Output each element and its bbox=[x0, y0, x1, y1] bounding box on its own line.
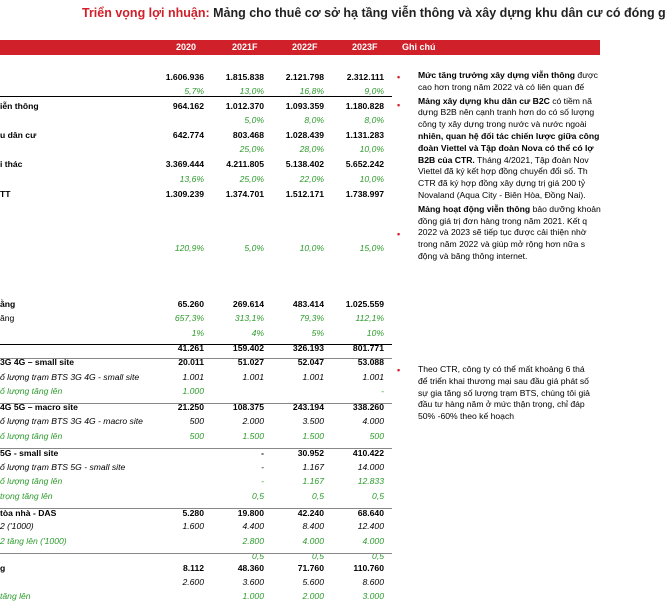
note-line bbox=[418, 251, 600, 263]
cell-value: 5,0% bbox=[244, 243, 264, 253]
cell-value: 71.760 bbox=[297, 563, 324, 573]
cell-value: 21.250 bbox=[177, 402, 204, 412]
cell-value: 1.001 bbox=[182, 372, 204, 382]
row-label: ố lượng tăng lên bbox=[0, 476, 63, 486]
row-label: ố lượng tăng lên bbox=[0, 386, 63, 396]
cell-value: 9,0% bbox=[364, 86, 384, 96]
cell-value: 1.025.559 bbox=[345, 299, 384, 309]
cell-value: 964.162 bbox=[172, 101, 204, 111]
note-line: Theo CTR, công ty có thể mất khoảng 6 thá bbox=[418, 364, 585, 374]
cell-value: 4% bbox=[251, 328, 264, 338]
cell-value: 326.193 bbox=[292, 343, 324, 353]
note-text: được bbox=[575, 70, 598, 80]
cell-value: 79,3% bbox=[299, 313, 324, 323]
cell-value: 8.112 bbox=[182, 563, 204, 573]
note-line bbox=[418, 155, 600, 167]
table-row bbox=[0, 591, 392, 603]
cell-value: 0,5 bbox=[252, 551, 264, 561]
note-profit-outlook bbox=[418, 70, 600, 263]
row-label: ố lượng tăng lên bbox=[0, 431, 63, 441]
note-line: 50% -60% theo kế hoạch bbox=[418, 411, 515, 422]
cell-value: 500 bbox=[189, 416, 204, 426]
cell-value: 5.600 bbox=[302, 577, 324, 587]
note-bold-text: nhiên, quan hệ đối tác chiến lược giữa công bbox=[418, 130, 600, 141]
cell-value: 0,5 bbox=[372, 491, 384, 501]
note-line bbox=[418, 190, 600, 202]
cell-value: 1.606.936 bbox=[165, 72, 204, 82]
cell-value: 8.600 bbox=[362, 577, 384, 587]
cell-value: 22,0% bbox=[299, 174, 324, 184]
cell-value: 1.093.359 bbox=[285, 101, 324, 111]
note-bold-text: B2B của CTR. bbox=[418, 154, 475, 165]
table-row bbox=[0, 130, 392, 142]
table-row bbox=[0, 431, 392, 443]
cell-value: 0,5 bbox=[372, 551, 384, 561]
cell-value: 1.001 bbox=[302, 372, 324, 382]
note-text: công ty xây dựng trong nước và nước ngoài bbox=[418, 119, 587, 130]
cell-value: 112,1% bbox=[355, 313, 384, 323]
note-text: Tháng 4/2021, Tập đoàn Nov bbox=[474, 154, 589, 165]
table-row bbox=[0, 101, 392, 113]
table-row bbox=[0, 144, 392, 156]
cell-value: 159.402 bbox=[232, 343, 264, 353]
cell-value: 2.000 bbox=[302, 591, 324, 601]
bullet-icon: • bbox=[397, 72, 401, 82]
cell-value: 1.012.370 bbox=[225, 101, 264, 111]
header-notes: Ghi chú bbox=[402, 42, 436, 52]
cell-value: 5,7% bbox=[184, 86, 204, 96]
table-row bbox=[0, 491, 392, 503]
row-label: 2 tăng lên ('1000) bbox=[0, 536, 67, 546]
table-row bbox=[0, 299, 392, 311]
note-bold-text: Mảng hoạt động viễn thông bbox=[418, 203, 531, 214]
row-label: g bbox=[0, 563, 6, 573]
cell-value: 8,0% bbox=[304, 115, 324, 125]
cell-value: 2.600 bbox=[182, 577, 204, 587]
cell-value: 53.088 bbox=[357, 357, 384, 367]
cell-value: 1.500 bbox=[242, 431, 264, 441]
cell-value: 42.240 bbox=[297, 508, 324, 518]
header-2020: 2020 bbox=[176, 42, 197, 52]
cell-value: 110.760 bbox=[353, 563, 384, 573]
table-row bbox=[0, 508, 392, 520]
note-text: bảo dưỡng khoản bbox=[530, 203, 601, 214]
row-label: 3G 4G – small site bbox=[0, 357, 75, 367]
cell-value: 3.600 bbox=[242, 577, 264, 587]
cell-value: 1.167 bbox=[302, 462, 324, 472]
cell-value: 1.028.439 bbox=[285, 130, 324, 140]
row-divider bbox=[0, 553, 392, 554]
cell-value: 108.375 bbox=[232, 402, 264, 412]
table-row bbox=[0, 174, 392, 186]
cell-value: 1.001 bbox=[242, 372, 264, 382]
cell-value: 12.833 bbox=[357, 476, 384, 486]
header-2021f: 2021F bbox=[232, 42, 258, 52]
cell-value: 25,0% bbox=[239, 174, 264, 184]
note-text: 2022 và 2023 sẽ tiếp tục được cải thiện nhờ bbox=[418, 227, 587, 238]
row-divider bbox=[0, 403, 392, 404]
note-line bbox=[418, 204, 600, 216]
cell-value: 10,0% bbox=[299, 243, 324, 253]
row-label: TT bbox=[0, 189, 11, 199]
note-text: trong năm 2022 và giúp mở rộng hơn nữa s bbox=[418, 239, 586, 250]
header-2023f: 2023F bbox=[352, 42, 378, 52]
note-text: Viettel đã ký kết hợp đồng chuyển đổi số. Th bbox=[418, 166, 588, 177]
cell-value: 0,5 bbox=[312, 551, 324, 561]
row-divider bbox=[0, 344, 392, 345]
table-row bbox=[0, 386, 392, 398]
cell-value: 48.360 bbox=[237, 563, 264, 573]
table-row bbox=[0, 416, 392, 428]
cell-value: 13,0% bbox=[239, 86, 264, 96]
cell-value: 5% bbox=[311, 328, 324, 338]
cell-value: 10,0% bbox=[359, 174, 384, 184]
note-bold-text: Mức tăng trưởng xây dựng viễn thông bbox=[418, 70, 576, 80]
row-divider bbox=[0, 448, 392, 449]
cell-value: 51.027 bbox=[237, 357, 264, 367]
cell-value: 0,5 bbox=[312, 491, 324, 501]
bullet-icon: • bbox=[397, 100, 401, 110]
cell-value: 1.309.239 bbox=[165, 189, 204, 199]
row-label: 5G - small site bbox=[0, 448, 59, 458]
cell-value: 4.000 bbox=[302, 536, 324, 546]
cell-value: 803.468 bbox=[232, 130, 264, 140]
note-line bbox=[418, 166, 600, 178]
note-text: có tiềm nă bbox=[549, 95, 592, 106]
row-label: tăng lên bbox=[0, 591, 31, 601]
row-divider bbox=[0, 508, 392, 509]
cell-value: 642.774 bbox=[172, 130, 204, 140]
cell-value: 52.047 bbox=[297, 357, 324, 367]
table-row bbox=[0, 328, 392, 340]
note-line bbox=[418, 119, 600, 131]
cell-value: 4.400 bbox=[242, 521, 264, 531]
cell-value: 120,9% bbox=[174, 243, 204, 253]
note-line: đầu tư hàng năm ở mức thận trọng, chỉ đáp bbox=[418, 399, 585, 410]
cell-value: - bbox=[261, 476, 264, 486]
cell-value: 30.952 bbox=[297, 448, 324, 458]
cell-value: 14.000 bbox=[357, 462, 384, 472]
cell-value: 801.771 bbox=[352, 343, 384, 353]
row-label: ố lượng trạm BTS 3G 4G - small site bbox=[0, 372, 140, 382]
cell-value: 3.500 bbox=[302, 416, 324, 426]
table-row bbox=[0, 563, 392, 575]
table-row bbox=[0, 115, 392, 127]
cell-value: 1.000 bbox=[182, 386, 204, 396]
row-label: ăng bbox=[0, 313, 15, 323]
note-line: để triển khai thương mại sau đầu giá phát số bbox=[418, 375, 589, 386]
cell-value: 16,8% bbox=[299, 86, 324, 96]
row-label: u dân cư bbox=[0, 130, 37, 140]
cell-value: 500 bbox=[189, 431, 204, 441]
cell-value: 2.121.798 bbox=[285, 72, 324, 82]
note-line bbox=[418, 107, 600, 119]
cell-value: - bbox=[381, 386, 384, 396]
note-line bbox=[418, 216, 600, 228]
bullet-icon: • bbox=[397, 365, 401, 375]
row-label: ố lượng trạm BTS 3G 4G - macro site bbox=[0, 416, 143, 426]
cell-value: 338.260 bbox=[352, 402, 384, 412]
cell-value: 2.000 bbox=[242, 416, 264, 426]
note-text: đồng giá trị đơn hàng trong năm 2021. Kết q bbox=[418, 215, 588, 226]
note-line bbox=[418, 70, 600, 82]
cell-value: 1.738.997 bbox=[345, 189, 384, 199]
cell-value: 1.815.838 bbox=[225, 72, 264, 82]
table-row bbox=[0, 476, 392, 488]
cell-value: 1.180.828 bbox=[345, 101, 384, 111]
row-label: iễn thông bbox=[0, 101, 39, 111]
cell-value: 2.312.111 bbox=[346, 72, 384, 82]
note-bold-text: đoàn Viettel và Tập đoàn Nova có thể có lợ bbox=[418, 142, 594, 153]
cell-value: 5,0% bbox=[244, 115, 264, 125]
cell-value: 3.369.444 bbox=[165, 159, 204, 169]
row-label: tòa nhà - DAS bbox=[0, 508, 57, 518]
cell-value: 4.000 bbox=[362, 536, 384, 546]
note-text: CTR đã ký hợp đồng xây dựng trị giá 200 tỷ bbox=[418, 178, 586, 189]
cell-value: 65.260 bbox=[177, 299, 204, 309]
cell-value: 0,5 bbox=[252, 491, 264, 501]
note-line: sự gia tăng số lượng trạm BTS, chúng tôi giả bbox=[418, 387, 590, 398]
note-text: cao hơn trong năm 2022 và có liên quan đế bbox=[418, 81, 585, 92]
cell-value: - bbox=[261, 462, 264, 472]
note-line bbox=[418, 143, 600, 155]
cell-value: 12.400 bbox=[357, 521, 384, 531]
table-row bbox=[0, 313, 392, 325]
header-2022f: 2022F bbox=[292, 42, 318, 52]
note-text: Novaland (Aqua City - Biên Hòa, Đồng Nai). bbox=[418, 189, 586, 200]
cell-value: 5.280 bbox=[182, 508, 204, 518]
table-row bbox=[0, 462, 392, 474]
cell-value: 1.512.171 bbox=[285, 189, 324, 199]
note-bold-text: Mảng xây dựng khu dân cư B2C bbox=[418, 95, 550, 106]
cell-value: 20.011 bbox=[178, 357, 204, 367]
page-title bbox=[82, 6, 666, 20]
cell-value: 8.400 bbox=[302, 521, 324, 531]
row-label: i thác bbox=[0, 159, 23, 169]
table-header bbox=[0, 40, 600, 55]
cell-value: 1.500 bbox=[302, 431, 324, 441]
cell-value: 1.000 bbox=[242, 591, 264, 601]
cell-value: 10% bbox=[366, 328, 384, 338]
cell-value: 13,6% bbox=[179, 174, 204, 184]
cell-value: 68.640 bbox=[357, 508, 384, 518]
cell-value: 1.167 bbox=[302, 476, 324, 486]
cell-value: 269.614 bbox=[232, 299, 264, 309]
cell-value: 313,1% bbox=[234, 313, 264, 323]
title-highlight: Triển vọng lợi nhuận: bbox=[82, 6, 210, 20]
cell-value: 8,0% bbox=[364, 115, 384, 125]
cell-value: 1.600 bbox=[182, 521, 204, 531]
cell-value: 41.261 bbox=[177, 343, 204, 353]
row-label: 4G 5G – macro site bbox=[0, 402, 78, 412]
cell-value: 243.194 bbox=[292, 402, 324, 412]
cell-value: 3.000 bbox=[362, 591, 384, 601]
cell-value: 657,3% bbox=[174, 313, 204, 323]
note-text: động và băng thông internet. bbox=[418, 250, 528, 261]
cell-value: 2.800 bbox=[242, 536, 264, 546]
cell-value: 483.414 bbox=[292, 299, 324, 309]
note-bts-investment bbox=[418, 364, 600, 423]
note-line bbox=[418, 82, 600, 94]
table-row bbox=[0, 243, 392, 255]
note-line bbox=[418, 178, 600, 190]
cell-value: 5.652.242 bbox=[345, 159, 384, 169]
table-row bbox=[0, 577, 392, 589]
title-rest: Mảng cho thuê cơ sở hạ tầng viễn thông và xây dựng khu dân cư có đóng g bbox=[209, 6, 666, 20]
cell-value: 19.800 bbox=[237, 508, 264, 518]
table-row bbox=[0, 536, 392, 548]
cell-value: 410.422 bbox=[352, 448, 384, 458]
cell-value: 10,0% bbox=[359, 144, 384, 154]
table-row bbox=[0, 159, 392, 171]
row-label: trọng tăng lên bbox=[0, 491, 53, 501]
bullet-icon: • bbox=[397, 229, 401, 239]
row-divider bbox=[0, 96, 392, 97]
cell-value: 1.001 bbox=[362, 372, 384, 382]
note-line bbox=[418, 227, 600, 239]
cell-value: 1.131.283 bbox=[345, 130, 384, 140]
table-row bbox=[0, 189, 392, 201]
table-row bbox=[0, 521, 392, 533]
row-label: 2 ('1000) bbox=[0, 521, 34, 531]
cell-value: 4.000 bbox=[362, 416, 384, 426]
cell-value: 4.211.805 bbox=[226, 159, 264, 169]
row-label: ố lượng trạm BTS 5G - small site bbox=[0, 462, 126, 472]
cell-value: 1% bbox=[191, 328, 204, 338]
row-label: ằng bbox=[0, 299, 16, 309]
table-row bbox=[0, 72, 392, 84]
note-line bbox=[418, 239, 600, 251]
note-text: dựng B2B nên cạnh tranh hơn do có số lượng bbox=[418, 107, 595, 118]
note-line bbox=[418, 131, 600, 143]
cell-value: 1.374.701 bbox=[225, 189, 264, 199]
table-row bbox=[0, 448, 392, 460]
cell-value: 15,0% bbox=[359, 243, 384, 253]
cell-value: 28,0% bbox=[299, 144, 324, 154]
cell-value: 5.138.402 bbox=[285, 159, 324, 169]
note-line bbox=[418, 96, 600, 108]
cell-value: - bbox=[261, 448, 264, 458]
cell-value: 25,0% bbox=[239, 144, 264, 154]
table-row bbox=[0, 372, 392, 384]
row-divider bbox=[0, 358, 392, 359]
cell-value: 500 bbox=[369, 431, 384, 441]
